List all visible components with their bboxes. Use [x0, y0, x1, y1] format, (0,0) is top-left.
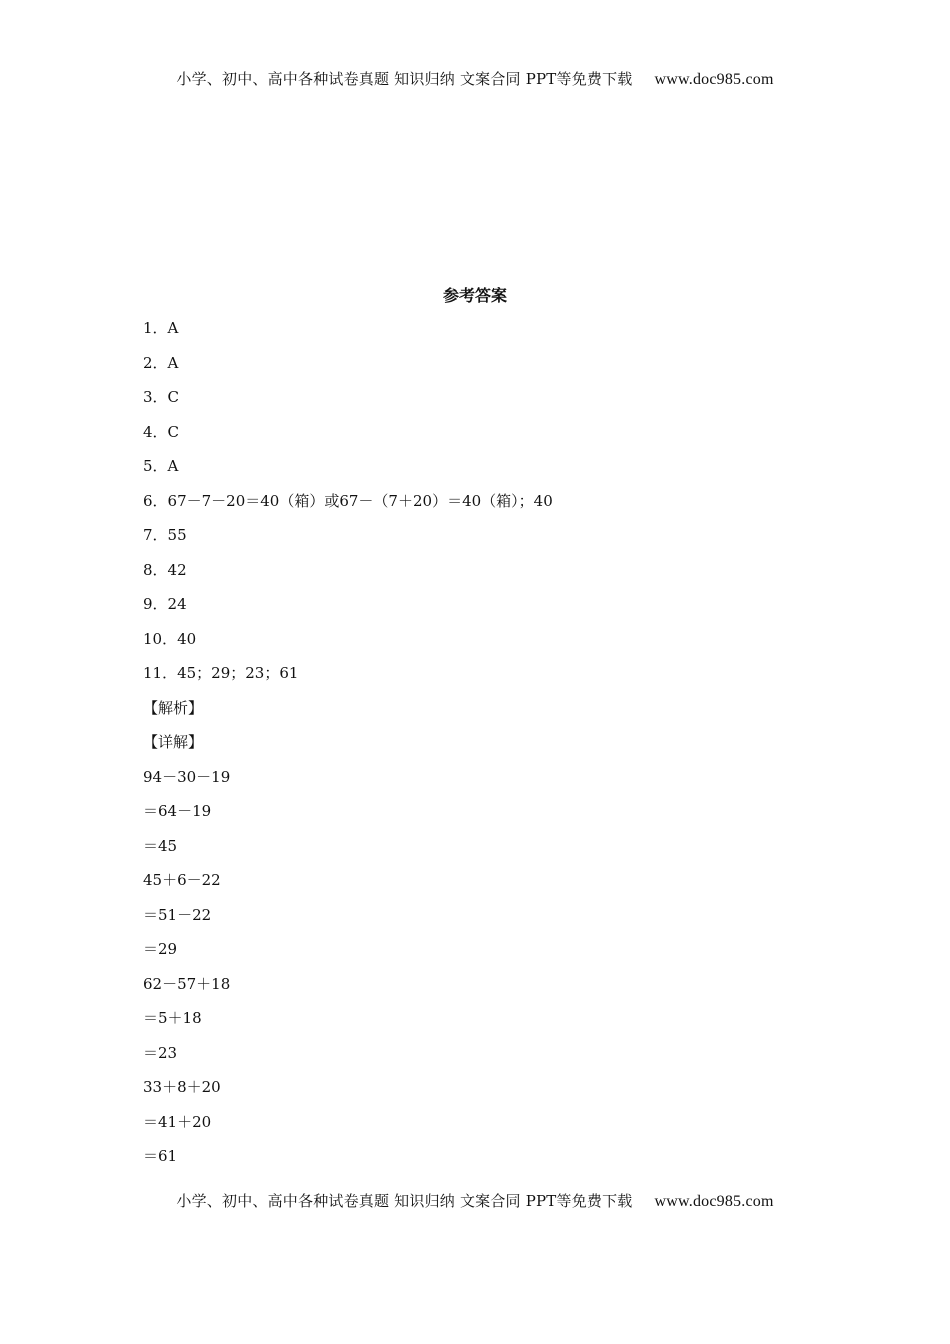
calc-line: ＝64－19: [143, 802, 212, 820]
footer-url-link[interactable]: www.doc985.com: [654, 1193, 774, 1210]
header-text: 小学、初中、高中各种试卷真题 知识归纳 文案合同 PPT等免费下载: [176, 70, 633, 88]
calc-line: 94－30－19: [143, 767, 231, 786]
header-url-link[interactable]: www.doc985.com: [654, 71, 774, 88]
answer-line-3: 3．C: [143, 388, 180, 406]
calc-line: ＝51－22: [143, 905, 212, 924]
calc-line: ＝61: [143, 1147, 178, 1165]
calc-line: ＝45: [143, 836, 178, 855]
page-title: 参考答案: [442, 286, 507, 305]
answer-line-1: 1．A: [143, 319, 179, 337]
detail-heading: 【详解】: [143, 733, 204, 751]
answer-line-9: 9．24: [143, 595, 187, 613]
calc-line: 62－57＋18: [143, 974, 231, 993]
answer-line-7: 7．55: [143, 526, 187, 544]
calc-line: ＝5＋18: [143, 1009, 202, 1027]
calc-line: ＝29: [143, 940, 178, 958]
footer-text: 小学、初中、高中各种试卷真题 知识归纳 文案合同 PPT等免费下载: [176, 1192, 633, 1210]
answer-line-6: 6．67－7－20＝40（箱）或67－（7＋20）＝40（箱）；40: [143, 491, 553, 510]
answer-line-11: 11．45；29；23；61: [143, 664, 299, 682]
calc-line: 45＋6－22: [143, 871, 221, 889]
answer-line-8: 8．42: [143, 560, 187, 579]
calc-line: ＝23: [143, 1043, 178, 1062]
answer-list: [143, 317, 863, 1180]
analysis-heading: 【解析】: [143, 698, 204, 717]
page-footer: [0, 1190, 950, 1211]
answer-line-10: 10．40: [143, 629, 197, 648]
page-header: [0, 68, 950, 89]
calc-line: 33＋8＋20: [143, 1078, 221, 1096]
answer-line-2: 2．A: [143, 353, 179, 372]
answer-line-5: 5．A: [143, 457, 179, 475]
calc-line: ＝41＋20: [143, 1112, 212, 1131]
answer-line-4: 4．C: [143, 422, 180, 441]
